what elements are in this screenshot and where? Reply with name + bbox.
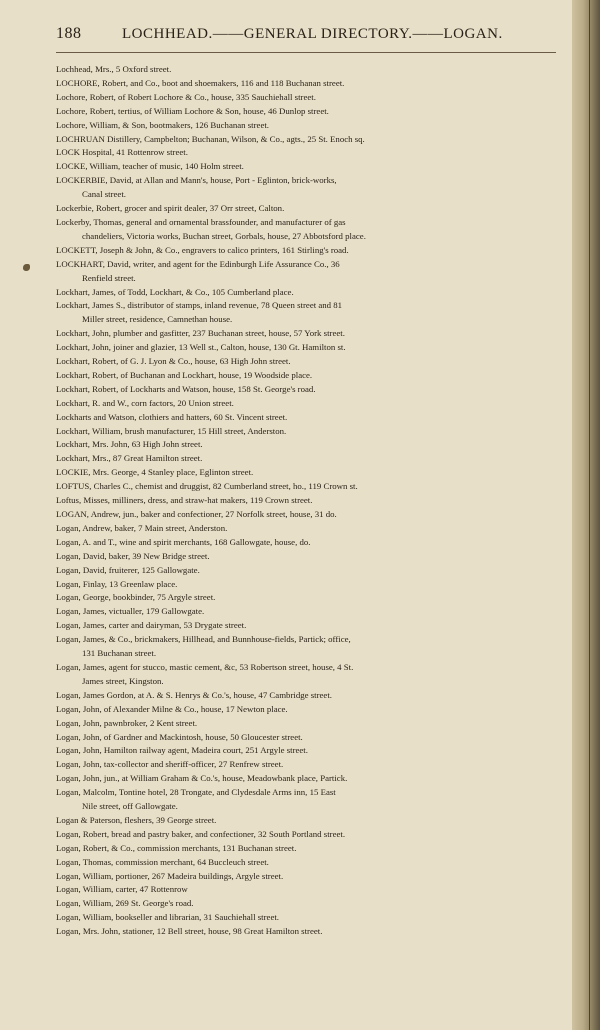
entry-continuation: Nile street, off Gallowgate. [82,801,178,812]
gutter-line [589,0,590,1030]
entry: Lochore, Robert, tertius, of William Lochore & Son, house, 46 Dunlop street. [56,105,329,116]
entry: Logan & Paterson, fleshers, 39 George street. [56,814,217,825]
entry: Logan, Finlay, 13 Greenlaw place. [56,578,178,589]
entry-continuation: Renfield street. [82,272,136,283]
entry: Logan, John, of Gardner and Mackintosh, house, 50 Gloucester street. [56,731,303,742]
entry: Logan, William, 269 St. George's road. [56,898,194,909]
entry: Lochhead, Mrs., 5 Oxford street. [56,64,172,74]
entry: Lockhart, Mrs. John, 63 High John street. [56,439,203,450]
entry: Lockhart, R. and W., corn factors, 20 Union street. [56,397,234,408]
entry: Logan, John, jun., at William Graham & Co.'s, house, Meadowbank place, Partick. [56,773,348,784]
header-rule [56,52,556,53]
entry: Logan, A. and T., wine and spirit merchants, 168 Gallowgate, house, do. [56,536,311,547]
entry: LOCKE, William, teacher of music, 140 Holm street. [56,161,244,172]
entry: Lochore, William, & Son, bootmakers, 126 Buchanan street. [56,119,270,130]
entry: Lockhart, William, brush manufacturer, 15 Hill street, Anderston. [56,425,287,436]
entry: Logan, James, victualler, 179 Gallowgate. [56,606,205,617]
entry: LOCK Hospital, 41 Rottenrow street. [56,147,188,158]
entry-continuation: 131 Buchanan street. [82,648,157,659]
entry: Logan, Thomas, commission merchant, 64 Buccleuch street. [56,856,269,867]
entry: Logan, James, agent for stucco, mastic cement, &c, 53 Robertson street, house, 4 St. [56,661,354,672]
directory-entries [56,63,566,939]
entry: LOCHRUAN Distillery, Campbelton; Buchanan, Wilson, & Co., agts., 25 St. Enoch sq. [56,133,365,144]
entry: Lockhart, Robert, of Buchanan and Lockhart, house, 19 Woodside place. [56,369,313,380]
page-header [56,25,503,45]
entry: Lockhart, James S., distributor of stamps, inland revenue, 78 Queen street and 81 [56,300,343,311]
entry: Lockhart, John, joiner and glazier, 13 Well st., Calton, house, 130 Gt. Hamilton st. [56,342,346,353]
entry-continuation: James street, Kingston. [82,675,164,686]
entry: Logan, Robert, bread and pastry baker, and confectioner, 32 South Portland street. [56,828,346,839]
entry: Logan, Andrew, baker, 7 Main street, Anderston. [56,522,228,533]
entry: LOCKETT, Joseph & John, & Co., engravers to calico printers, 161 Stirling's road. [56,244,349,255]
entry: Logan, William, portioner, 267 Madeira buildings, Argyle street. [56,870,284,881]
entry: Lockhart, Robert, of G. J. Lyon & Co., house, 63 High John street. [56,356,291,367]
entry: Logan, Robert, & Co., commission merchants, 131 Buchanan street. [56,842,297,853]
entry: Logan, John, tax-collector and sheriff-officer, 27 Renfrew street. [56,759,284,770]
ink-blot [23,264,30,271]
entry: Lockharts and Watson, clothiers and hatters, 60 St. Vincent street. [56,411,288,422]
entry: Lockerby, Thomas, general and ornamental brassfounder, and manufacturer of gas [56,216,346,227]
entry: Logan, Malcolm, Tontine hotel, 28 Trongate, and Clydesdale Arms inn, 15 East [56,787,336,798]
entry: LOCKHART, David, writer, and agent for the Edinburgh Life Assurance Co., 36 [56,258,340,269]
entry: LOCKERBIE, David, at Allan and Mann's, house, Port - Eglinton, brick-works, [56,175,337,186]
entry: Loftus, Misses, milliners, dress, and straw-hat makers, 119 Crown street. [56,495,313,506]
entry: LOCHORE, Robert, and Co., boot and shoemakers, 116 and 118 Buchanan street. [56,77,345,88]
entry: Lockhart, John, plumber and gasfitter, 237 Buchanan street, house, 57 York street. [56,328,345,339]
entry: LOCKIE, Mrs. George, 4 Stanley place, Eglinton street. [56,467,254,478]
entry: Lochore, Robert, of Robert Lochore & Co., house, 335 Sauchiehall street. [56,91,316,102]
entry-continuation: Miller street, residence, Camnethan house. [82,314,233,325]
entry: Lockhart, James, of Todd, Lockhart, & Co., 105 Cumberland place. [56,286,294,297]
entry: Logan, William, bookseller and librarian, 31 Sauchiehall street. [56,912,280,923]
entry: Logan, Mrs. John, stationer, 12 Bell street, house, 98 Great Hamilton street. [56,926,323,937]
entry-continuation: chandeliers, Victoria works, Buchan street, Gorbals, house, 27 Abbotsford place. [82,230,366,241]
entry: Logan, John, Hamilton railway agent, Madeira court, 251 Argyle street. [56,745,308,756]
entry: Logan, John, of Alexander Milne & Co., house, 17 Newton place. [56,703,288,714]
entry: Lockhart, Mrs., 87 Great Hamilton street. [56,453,203,464]
page-number: 188 [56,25,82,42]
entry: Logan, David, fruiterer, 125 Gallowgate. [56,564,200,575]
entry: Lockerbie, Robert, grocer and spirit dealer, 37 Orr street, Calton. [56,203,285,214]
entry: Logan, James Gordon, at A. & S. Henrys & Co.'s, house, 47 Cambridge street. [56,689,332,700]
entry: Logan, George, bookbinder, 75 Argyle street. [56,592,216,603]
entry: LOFTUS, Charles C., chemist and druggist, 82 Cumberland street, ho., 119 Crown st. [56,481,358,492]
running-head: LOCHHEAD.——GENERAL DIRECTORY.——LOGAN. [122,26,503,42]
entry: Lockhart, Robert, of Lockharts and Watson, house, 158 St. George's road. [56,383,316,394]
entry: Logan, John, pawnbroker, 2 Kent street. [56,717,198,728]
entry: Logan, David, baker, 39 New Bridge street. [56,550,210,561]
book-spine [572,0,600,1030]
entry: LOGAN, Andrew, jun., baker and confectioner, 27 Norfolk street, house, 31 do. [56,509,337,519]
entry: Logan, James, carter and dairyman, 53 Drygate street. [56,620,247,631]
entry-continuation: Canal street. [82,189,126,200]
entry: Logan, William, carter, 47 Rottenrow [56,884,188,895]
entry: Logan, James, & Co., brickmakers, Hillhead, and Bunnhouse-fields, Partick; office, [56,634,351,645]
